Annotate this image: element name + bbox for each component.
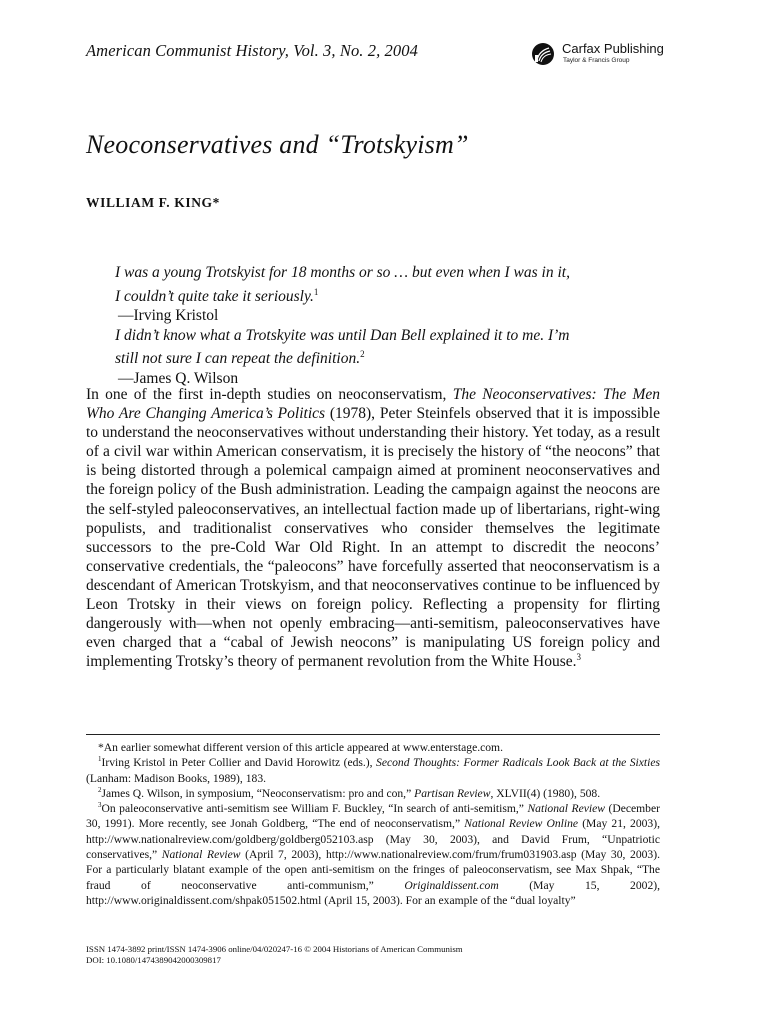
- body-text-part-2: (1978), Peter Steinfels observed that it is impossible to understand the neoconservatives without understanding their history. Yet today, as a result of a civil war within American conservatism, it is precisely the history of “the neocons” that is being distorted through a polemical campaign aimed at prominent neoconservatives and the foreign policy of the Bush administration. Leading the campaign against the neocons are the self-styled paleoconservatives, an intellectual faction made up of libertarians, right-wing populists, and traditionalist conservatives who consider themselves the legitimate successors to the pre-Cold War Old Right. In an attempt to discredit the neocons’ conservative credentials, the “paleocons” have forcefully asserted that neoconservatism is a descendant of American Trotskyism, and that neoconservatives continue to be influenced by Leon Trotsky in their views on foreign policy. Reflecting a propensity for flirting dangerously with—when not openly embracing—anti-semitism, paleoconservatives have even charged that a “cabal of Jewish neocons” is manipulating US foreign policy and implementing Trotsky’s theory of permanent revolution from the White House.: [86, 405, 660, 671]
- footnotes: [86, 740, 660, 908]
- footnote-star: *An earlier somewhat different version of this article appeared at www.enterstage.com.: [98, 741, 503, 754]
- footnote-1-text-b: (Lanham: Madison Books, 1989), 183.: [86, 771, 267, 785]
- book-title: The Neoconservatives: The Men Who Are Changing America’s Politics: [86, 386, 661, 423]
- footnote-1: [86, 755, 660, 786]
- issn-line: ISSN 1474-3892 print/ISSN 1474-3906 online/04/020247-16 © 2004 Historians of American Communism: [86, 944, 463, 954]
- carfax-logo-icon: [531, 42, 555, 66]
- footnote-3: [86, 801, 660, 908]
- footnote-3-text-a: On paleoconservative anti-semitism see William F. Buckley, “In search of anti-semitism,”: [101, 802, 528, 816]
- footnote-3-title-1: National Review: [527, 802, 605, 816]
- publication-info: [86, 944, 463, 965]
- footnote-ref-3[interactable]: 3: [576, 652, 581, 663]
- epigraph-2-attribution: —James Q. Wilson: [118, 369, 239, 387]
- running-head: American Communist History, Vol. 3, No. 2, 2004: [86, 41, 418, 60]
- footnote-2: [86, 786, 660, 801]
- body-paragraph: [86, 385, 660, 671]
- author-name: WILLIAM F. KING*: [86, 195, 220, 210]
- body-text-part-1: In one of the first in-depth studies on neoconservatism,: [86, 386, 453, 403]
- footnote-3-title-3: National Review: [161, 848, 241, 862]
- epigraph-1-attribution: —Irving Kristol: [118, 307, 219, 325]
- footnote-1-text-a: Irving Kristol in Peter Collier and David Horowitz (eds.),: [101, 756, 377, 770]
- footnote-3-text-e: (May 15, 2002), http://www.originaldissent.com/shpak051502.html (April 15, 2003). For an example of the “dual loyalty”: [86, 878, 660, 907]
- epigraph-2-line-2: [115, 345, 675, 369]
- footnote-2-text-a: James Q. Wilson, in symposium, “Neoconservatism: pro and con,”: [101, 786, 415, 800]
- epigraph-1-text: I couldn’t quite take it seriously.: [115, 287, 314, 305]
- epigraph-2-line-1: I didn’t know what a Trotskyite was until Dan Bell explained it to me. I’m: [115, 326, 570, 344]
- footnote-3-number: 3: [98, 801, 102, 810]
- epigraph-1-line-1: I was a young Trotskyist for 18 months or so … but even when I was in it,: [115, 264, 570, 281]
- publisher-logo: [531, 41, 671, 71]
- publisher-group: Taylor & Francis Group: [563, 57, 630, 64]
- footnote-3-title-4: Originaldissent.com: [404, 878, 499, 892]
- doi-line: DOI: 10.1080/1474389042000309817: [86, 954, 221, 965]
- publisher-name: Carfax Publishing: [562, 41, 664, 56]
- footnote-ref-1[interactable]: 1: [313, 286, 319, 297]
- footnote-3-title-2: National Review Online: [464, 817, 579, 831]
- footnote-2-title: Partisan Review: [414, 786, 491, 800]
- epigraphs: [115, 263, 675, 388]
- footnote-2-text-b: , XLVII(4) (1980), 508.: [490, 786, 601, 800]
- article-title: Neoconservatives and “Trotskyism”: [86, 130, 469, 159]
- footnote-1-number: 1: [98, 755, 102, 764]
- footnote-2-number: 2: [98, 786, 102, 795]
- footnote-1-title: Second Thoughts: Former Radicals Look Back at the Sixties: [376, 756, 660, 770]
- footnote-3-text-c: (May 21, 2003), http://www.nationalreview.com/goldberg/goldberg052103.asp (May 30, 2003), and David Frum, “Unpatriotic conservatives,”: [86, 817, 660, 862]
- footnote-3-text-b: (December 30, 1991). More recently, see Jonah Goldberg, “The end of neoconservatism,”: [86, 802, 660, 831]
- epigraph-1-line-2: [115, 283, 675, 307]
- footnote-ref-2[interactable]: 2: [360, 349, 365, 360]
- footnote-3-text-d: (April 7, 2003), http://www.nationalreview.com/frum/frum031903.asp (May 30, 2003). For a particularly blatant example of the open anti-semitism on the fringes of paleoconservatism, see Max Shpak, “The fraud of neoconservative anti-communism,”: [86, 848, 660, 892]
- footnote-divider: [86, 734, 660, 735]
- epigraph-2-text: still not sure I can repeat the definition.: [115, 350, 361, 368]
